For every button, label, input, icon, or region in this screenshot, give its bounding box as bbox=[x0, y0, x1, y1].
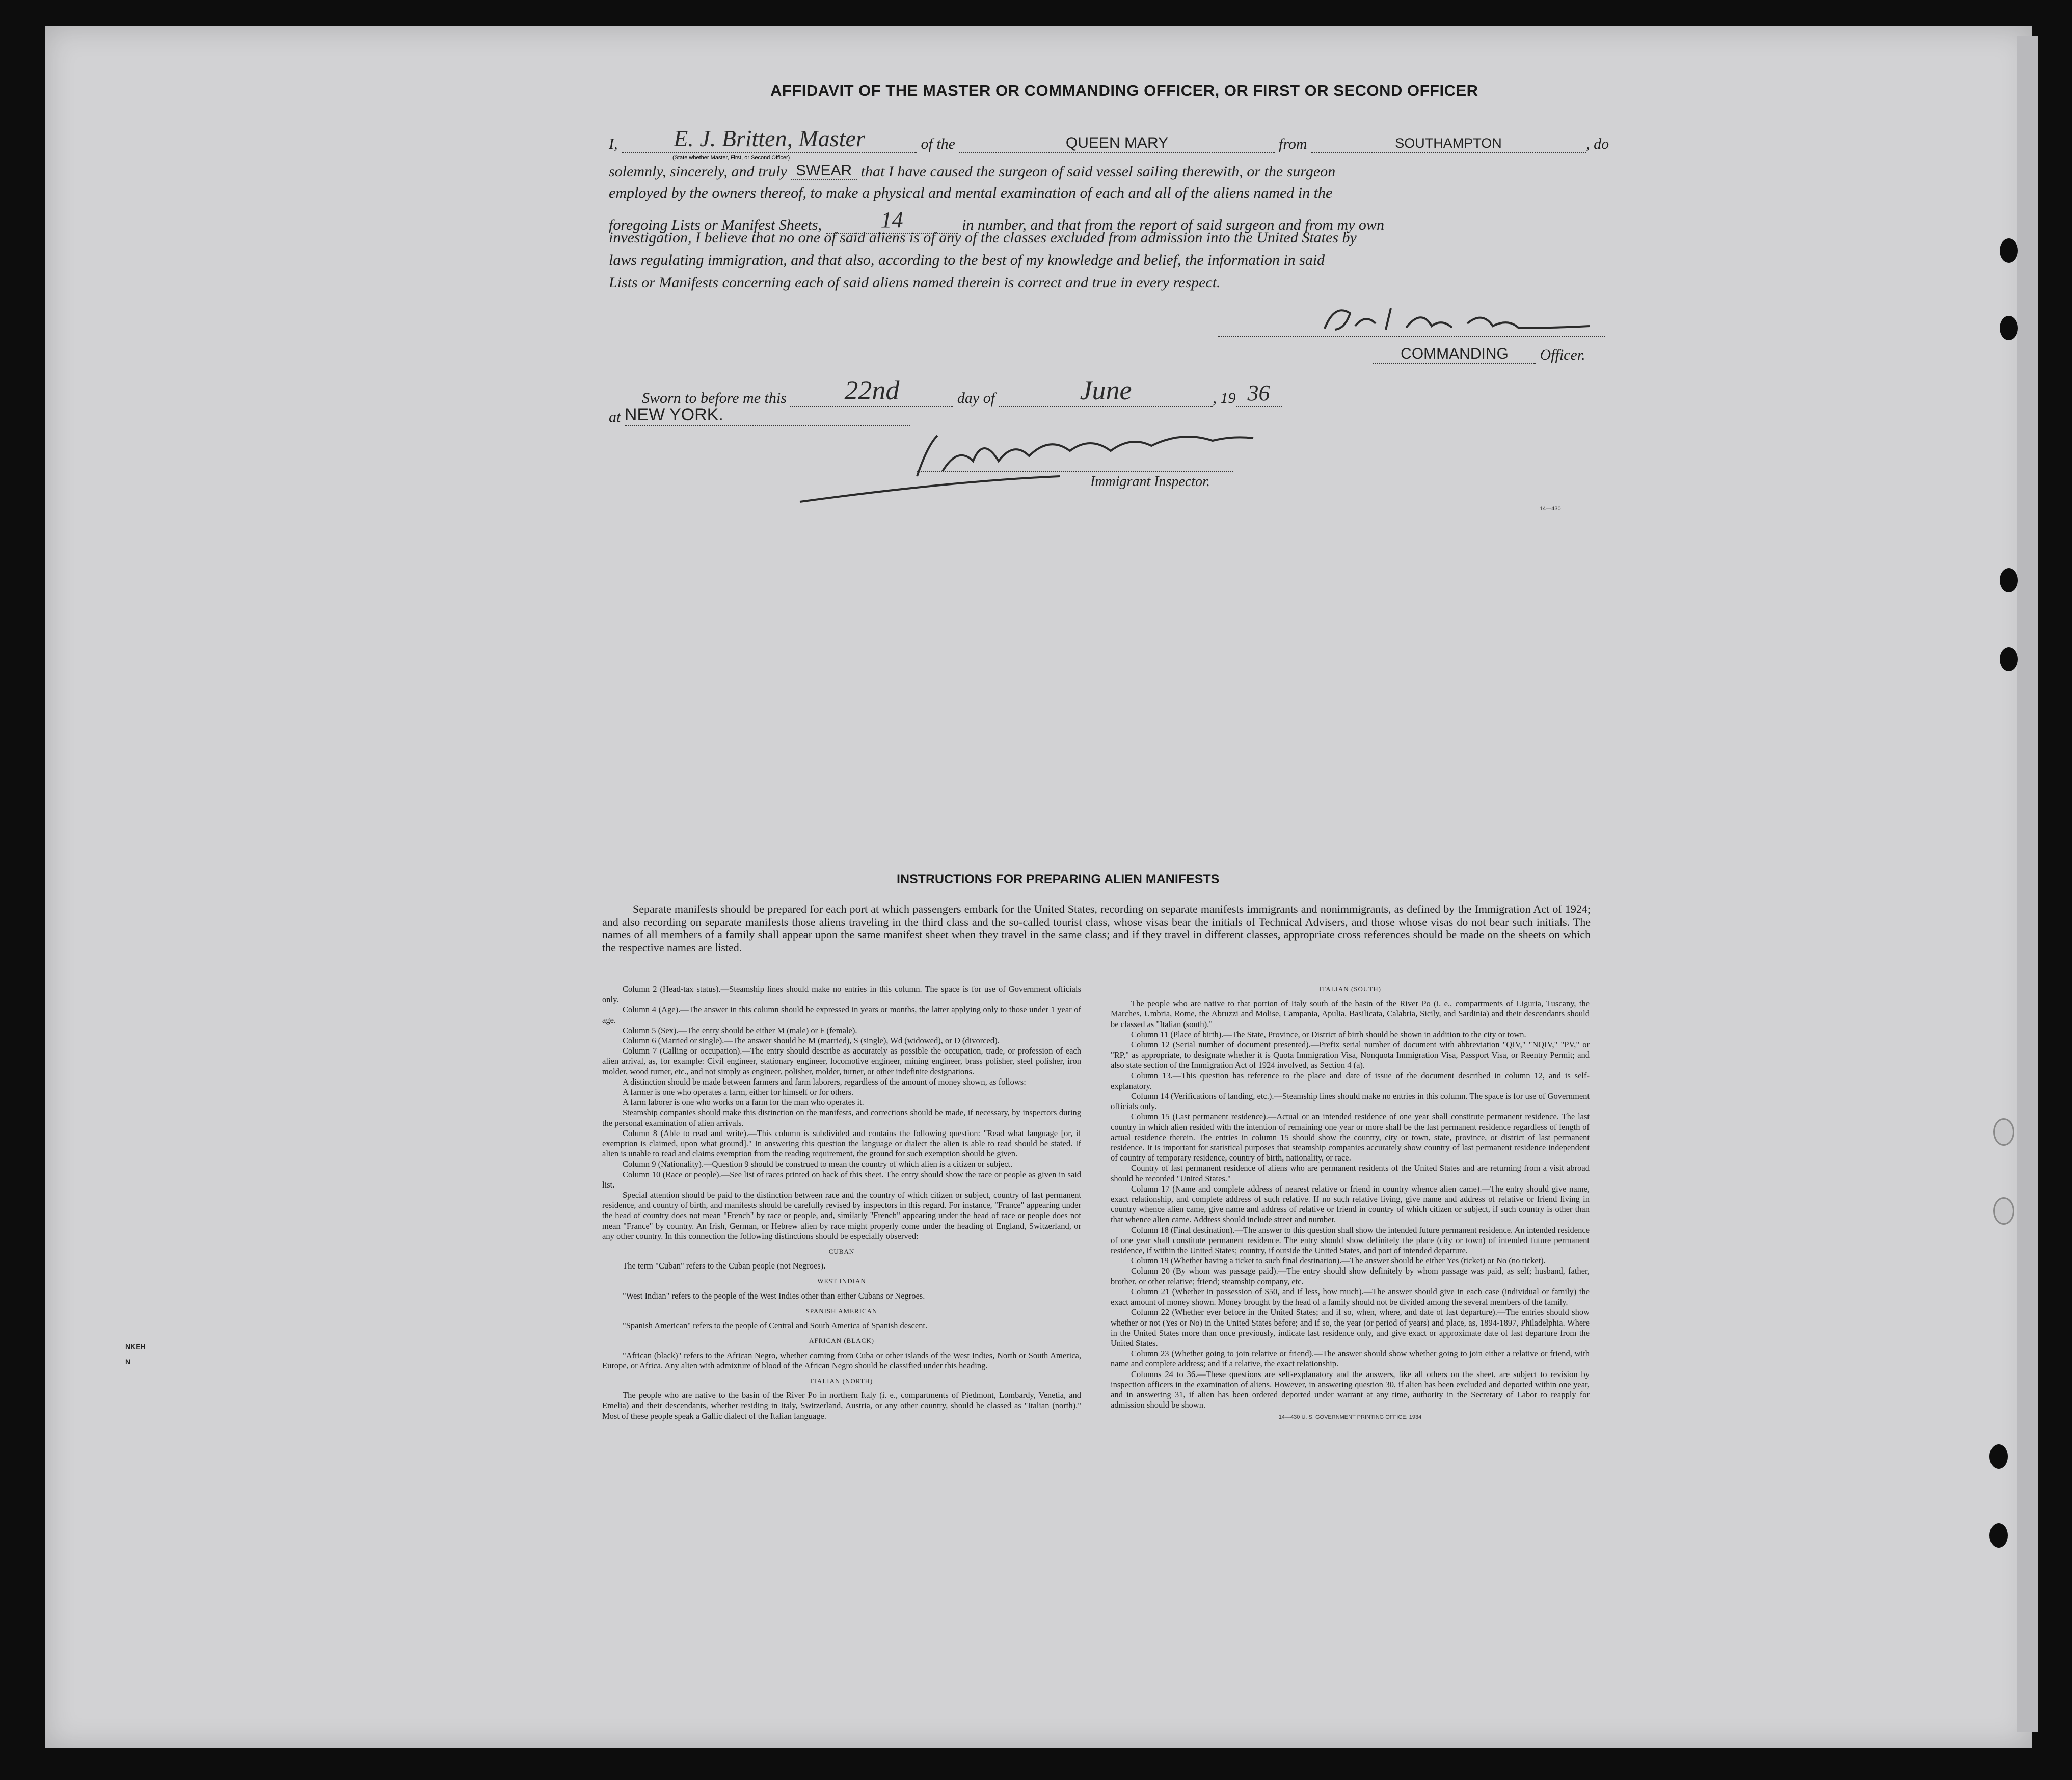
instruction-paragraph: Column 12 (Serial number of document presented).—Prefix serial number of document with abbreviation "QIV," "NQIV," "PV," or "RP," as appropriate, to designate whether it is Quota Immigration Visa, Nonquota Immigration Visa, Passport Visa, or Reentry Permit; and also state section of the Immigration Act of 1924 involved, as Section 4 (a). bbox=[1111, 1040, 1590, 1070]
of-the-label: of the bbox=[921, 136, 955, 152]
inspector-signature bbox=[795, 415, 1284, 507]
oath-text-1: solemnly, sincerely, and truly bbox=[609, 163, 787, 180]
instruction-paragraph: Column 23 (Whether going to join relative or friend).—The answer should show whether going to join either a relative or friend, with name and complete address; and if a relative, the exact relationship. bbox=[1111, 1349, 1590, 1369]
instruction-paragraph: Columns 24 to 36.—These questions are self-explanatory and the answers, like all others on the sheet, are subject to revision by inspection officers in the examination of aliens. However, in answering question 30, if alien has been excluded and deported within one year, and in answering 31, if alien has been ordered deported under warrant at any time, authority in the Secretary of Labor to reapply for admission should be shown. bbox=[1111, 1369, 1590, 1410]
affidavit-line-6: laws regulating immigration, and that also, according to the best of my knowledge and belief, the information in said bbox=[609, 252, 1325, 268]
section-heading-african: AFRICAN (BLACK) bbox=[809, 1337, 875, 1345]
instruction-paragraph: Column 20 (By whom was passage paid).—The entry should show definitely by whom passage was paid, as self; husband, father, brother, or other relative; friend; steamship company, etc. bbox=[1111, 1266, 1590, 1286]
margin-mark: NKEH N bbox=[125, 1342, 146, 1366]
do-label: , do bbox=[1586, 136, 1609, 152]
instruction-paragraph: The term "Cuban" refers to the Cuban people (not Negroes). bbox=[623, 1261, 826, 1271]
instruction-paragraph: "African (black)" refers to the African Negro, whether coming from Cuba or other islands of the West Indies, North or South America, Europe, or Africa. Any alien with admixture of blood of the African Negro should be classified under this heading. bbox=[602, 1350, 1081, 1370]
oath-word: SWEAR bbox=[796, 162, 852, 179]
affidavit-line-1 bbox=[609, 125, 1609, 153]
section-heading-west-indian: WEST INDIAN bbox=[817, 1277, 866, 1285]
inspector-signature-line bbox=[917, 471, 1233, 472]
instruction-paragraph: Column 4 (Age).—The answer in this column should be expressed in years or months, the latter applying only to those under 1 year of age. bbox=[602, 1005, 1081, 1025]
affidavit-line-5: investigation, I believe that no one of said aliens is of any of the classes excluded from admission into the United States by bbox=[609, 229, 1357, 246]
instruction-paragraph: Country of last permanent residence of aliens who are permanent residents of the United States and are returning from a visit abroad should be recorded "United States." bbox=[1111, 1163, 1590, 1183]
officer-name: E. J. Britten, Master bbox=[674, 125, 865, 151]
instruction-paragraph: "Spanish American" refers to the people of Central and South America of Spanish descent. bbox=[623, 1320, 928, 1331]
oath-text-1b: that I have caused the surgeon of said vessel sailing therewith, or the surgeon bbox=[860, 163, 1336, 180]
instructions-title: INSTRUCTIONS FOR PREPARING ALIEN MANIFESTS bbox=[897, 872, 1220, 886]
instruction-paragraph: A farm laborer is one who works on a farm for the man who operates it. bbox=[623, 1097, 864, 1108]
from-label: from bbox=[1279, 136, 1307, 152]
instruction-paragraph: Column 13.—This question has reference to the place and date of issue of the document described in column 12, and is self-explanatory. bbox=[1111, 1070, 1590, 1091]
section-heading-italian-south: ITALIAN (SOUTH) bbox=[1319, 985, 1381, 993]
sheets-label: foregoing Lists or Manifest Sheets, bbox=[609, 217, 822, 233]
instructions-intro bbox=[602, 903, 1591, 954]
instruction-paragraph: A farmer is one who operates a farm, either for himself or for others. bbox=[623, 1087, 854, 1097]
instruction-paragraph: Column 18 (Final destination).—The answer to this question shall show the intended future permanent residence. An intended residence of one year shall constitute permanent residence. The entry should show definitely the place (city or town) of intended future permanent residence, if within the United States; country, if outside the United States, and port of intended departure. bbox=[1111, 1225, 1590, 1256]
punch-hole bbox=[2000, 238, 2018, 263]
punch-hole bbox=[2000, 568, 2018, 592]
instruction-paragraph: A distinction should be made between farmers and farm laborers, regardless of the amount of money shown, as follows: bbox=[623, 1076, 1026, 1087]
affidavit-line-7: Lists or Manifests concerning each of said aliens named therein is correct and true in every respect. bbox=[609, 274, 1221, 291]
punch-hole bbox=[1989, 1444, 2008, 1469]
section-heading-italian-north: ITALIAN (NORTH) bbox=[810, 1377, 873, 1385]
section-heading-spanish-american: SPANISH AMERICAN bbox=[805, 1307, 878, 1315]
sworn-line bbox=[642, 374, 1282, 407]
sworn-month: June bbox=[1080, 375, 1132, 406]
punch-hole bbox=[2000, 647, 2018, 671]
sworn-place: NEW YORK. bbox=[624, 405, 723, 424]
instruction-paragraph: Column 10 (Race or people).—See list of races printed on back of this sheet. The entry should show the race or people as given in said list. bbox=[602, 1169, 1081, 1190]
affidavit-line-2 bbox=[609, 162, 1335, 180]
instruction-paragraph: Column 14 (Verifications of landing, etc.).—Steamship lines should make no entries in this column. The space is for use of Government officials only. bbox=[1111, 1091, 1590, 1112]
instruction-paragraph: Column 9 (Nationality).—Question 9 should be construed to mean the country of which alien is a citizen or subject. bbox=[623, 1159, 1013, 1169]
instruction-paragraph: Steamship companies should make this distinction on the manifests, and corrections should be made, if necessary, by inspectors during the personal examination of alien arrivals. bbox=[602, 1108, 1081, 1128]
officer-rank: COMMANDING bbox=[1401, 345, 1509, 362]
instruction-paragraph: Column 11 (Place of birth).—The State, Province, or District of birth should be shown in addition to the city or town. bbox=[1131, 1029, 1526, 1039]
intro-text: Separate manifests should be prepared for each port at which passengers embark for the United States, recording on separate manifests immigrants and nonimmigrants, as defined by the Immigration Act of 1924; and also recording on separate manifests those aliens traveling in the third class and the so-called tourist class, whose visas bear the initials of Technical Advisers, and those whose visas do not bear such initials. The names of all members of a family shall appear upon the same manifest sheet when they travel in the same class; and if they travel in different classes, appropriate cross references should be made on the sheets on which the respective names are listed. bbox=[602, 903, 1591, 954]
officer-signature-line bbox=[1218, 336, 1605, 337]
affidavit-title: AFFIDAVIT OF THE MASTER OR COMMANDING OFFICER, OR FIRST OR SECOND OFFICER bbox=[770, 82, 1478, 99]
instruction-paragraph: Column 5 (Sex).—The entry should be either M (male) or F (female). bbox=[623, 1025, 857, 1035]
sheet-edge bbox=[2017, 36, 2038, 1732]
officer-name-field bbox=[622, 125, 917, 153]
port-name: SOUTHAMPTON bbox=[1395, 136, 1502, 151]
form-number: 14—430 bbox=[1540, 506, 1561, 512]
year-prefix: , 19 bbox=[1213, 390, 1236, 407]
vessel-name: QUEEN MARY bbox=[1065, 134, 1169, 151]
day-of-label: day of bbox=[957, 390, 995, 407]
at-label: at bbox=[609, 409, 621, 425]
instructions-left-column bbox=[602, 984, 1081, 1421]
sworn-day: 22nd bbox=[844, 375, 900, 406]
printing-office-footer: 14—430 U. S. GOVERNMENT PRINTING OFFICE: 1934 bbox=[1278, 1414, 1422, 1421]
affidavit-line-3: employed by the owners thereof, to make a physical and mental examination of each and all of the aliens named in the bbox=[609, 184, 1333, 201]
instruction-paragraph: Column 22 (Whether ever before in the United States; and if so, when, where, and date of last departure).—The entries should show whether or not (Yes or No) in the United States before; and if so, the year (or period of years) and place, as, 1894-1897, Philadelphia. Where in the United States more than once previously, indicate last residence only, and give exact or approximate date of last departure from the United States. bbox=[1111, 1307, 1590, 1348]
sworn-label: Sworn to before me this bbox=[642, 390, 787, 407]
instruction-paragraph: Column 7 (Calling or occupation).—The entry should describe as accurately as possible the occupation, trade, or profession of each alien arrival, as, for example: Civil engineer, stationary engineer, locomotive engineer, mining engineer, brass polisher, steel polisher, iron molder, wood turner, etc., and not simply as engineer, polisher, molder, turner, or other indefinite designations. bbox=[602, 1046, 1081, 1076]
sheets-text: in number, and that from the report of said surgeon and from my own bbox=[962, 217, 1384, 233]
officer-rank-line bbox=[1373, 345, 1585, 364]
instruction-paragraph: Column 17 (Name and complete address of nearest relative or friend in country whence alien came).—The entry should give name, exact relationship, and complete address of such relative. If no such relative living, give name and address of relative or friend living in country whence alien came, give name and address of relative or friend in country of which citizen or subject, if such country is other than that whence alien came. Address should include street and number. bbox=[1111, 1183, 1590, 1225]
officer-suffix: Officer. bbox=[1540, 346, 1585, 363]
port-field bbox=[1311, 134, 1586, 153]
punch-hole bbox=[1989, 1523, 2008, 1548]
instruction-paragraph: Column 15 (Last permanent residence).—Actual or an intended residence of one year shall constitute permanent residence. The last country in which alien resided with the intention of remaining one year or more shall be the last permanent residence regardless of length of actual residence therein. The entries in column 15 should show the country, city or town, state, province, or district of last permanent residence. It is important for statistical purposes that steamship companies accurately show country of last permanent residence independent of country of temporary residence, country of birth, nationality, or race. bbox=[1111, 1112, 1590, 1163]
punch-hole bbox=[1993, 1197, 2014, 1225]
instruction-paragraph: "West Indian" refers to the people of the West Indies other than either Cubans or Negroes. bbox=[623, 1290, 925, 1301]
instruction-paragraph: Column 8 (Able to read and write).—This column is subdivided and contains the following question: "Read what language [or, if exemption is claimed, upon what ground]." In answering this question the language or dialect the alien is able to read should be stated. If alien is unable to read and claims exemption from the reading requirement, the ground for such exemption should be given. bbox=[602, 1128, 1081, 1159]
punch-hole bbox=[1993, 1118, 2014, 1146]
i-label: I, bbox=[609, 136, 618, 152]
punch-hole bbox=[2000, 316, 2018, 340]
vessel-field bbox=[959, 134, 1275, 153]
sheet-count: 14 bbox=[880, 207, 903, 232]
instruction-paragraph: The people who are native to that portion of Italy south of the basin of the River Po (i. e., compartments of Liguria, Tuscany, the Marches, Umbria, Rome, the Abruzzi and Molise, Campania, Apulia, Basilicata, Calabria, Sicily, and Sardinia) and their descendants should be classed as "Italian (south)." bbox=[1111, 999, 1590, 1029]
instruction-paragraph: Special attention should be paid to the distinction between race and the country of which citizen or subject, country of last permanent residence, and country of birth, and manifests should be carefully revised by inspectors in this regard. For instance, "France" appearing under the head of country does not mean "French" by race or people, and, similarly "French" appearing under the head of race or people does not mean "France" by country. An Irish, German, or Hebrew alien by race might properly come under the heading of England, Switzerland, or any other country. In this connection the following distinctions should be especially observed: bbox=[602, 1190, 1081, 1241]
oath-field bbox=[791, 162, 857, 180]
instruction-paragraph: The people who are native to the basin of the River Po in northern Italy (i. e., compartments of Piedmont, Lombardy, Venetia, and Emelia) and their descendants, whether residing in Italy, Switzerland, Austria, or any other country, should be classed as "Italian (north)." Most of these people speak a Gallic dialect of the Italian language. bbox=[602, 1390, 1081, 1421]
instruction-paragraph: Column 21 (Whether in possession of $50, and if less, how much).—The answer should give in each case (individual or family) the exact amount of money shown. Money brought by the head of a family should not be divided among the several members of the family. bbox=[1111, 1286, 1590, 1307]
sworn-year: 36 bbox=[1247, 381, 1270, 406]
instructions-right-column bbox=[1111, 984, 1590, 1423]
instruction-paragraph: Column 6 (Married or single).—The answer should be M (married), S (single), Wd (widowed), or D (divorced). bbox=[623, 1036, 1000, 1046]
instruction-paragraph: Column 2 (Head-tax status).—Steamship lines should make no entries in this column. The space is for use of Government officials only. bbox=[602, 984, 1081, 1005]
section-heading-cuban: CUBAN bbox=[828, 1248, 855, 1256]
inspector-label: Immigrant Inspector. bbox=[1090, 474, 1210, 490]
officer-hint: (State whether Master, First, or Second Officer) bbox=[672, 155, 790, 161]
instruction-paragraph: Column 19 (Whether having a ticket to such final destination).—The answer should be either Yes (ticket) or No (no ticket). bbox=[1131, 1256, 1546, 1266]
